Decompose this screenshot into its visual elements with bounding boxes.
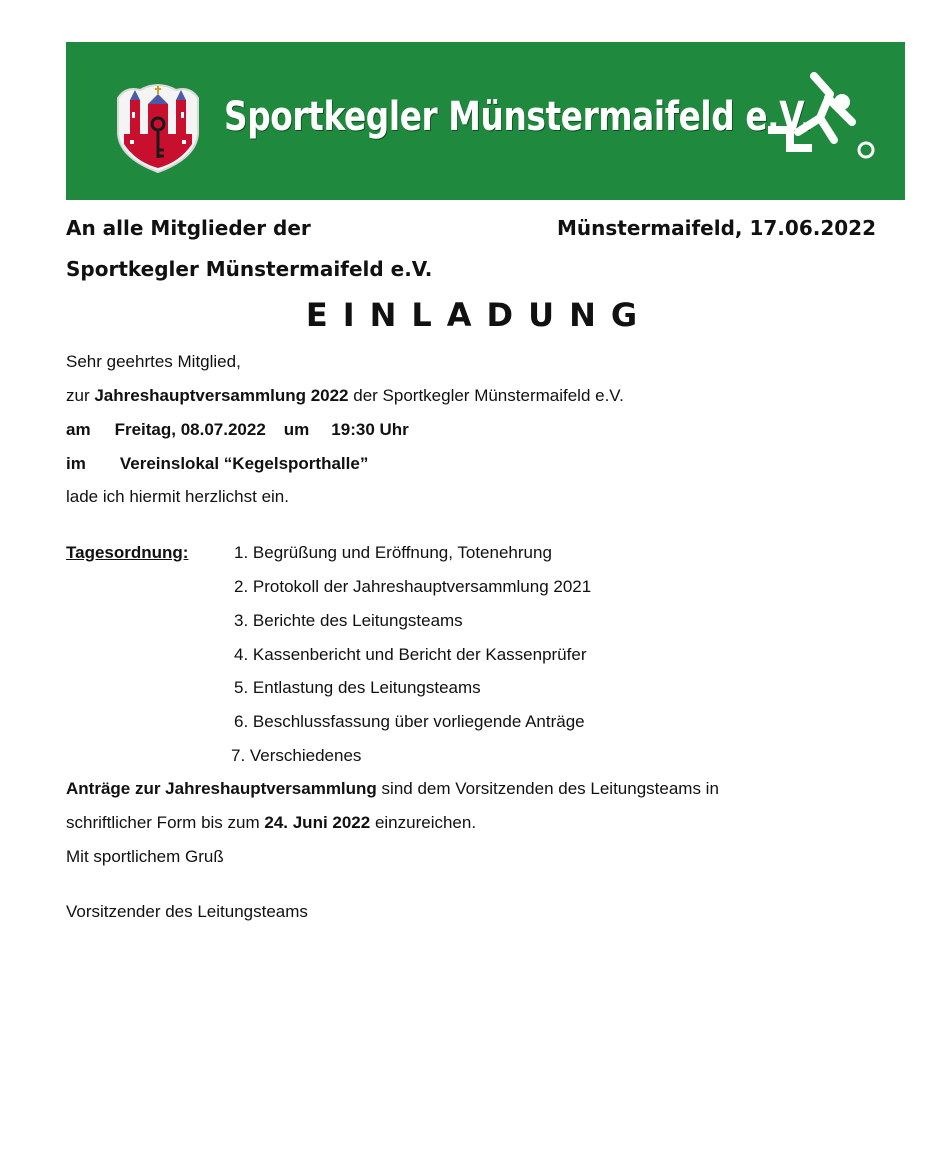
agenda-item: 3. Berichte des Leitungsteams bbox=[234, 611, 463, 630]
intro-line bbox=[66, 386, 624, 406]
motions-line-2 bbox=[66, 813, 476, 833]
coat-of-arms-icon bbox=[110, 78, 206, 174]
date-time-line bbox=[66, 420, 409, 440]
recipient-line-2: Sportkegler Münstermaifeld e.V. bbox=[66, 257, 433, 281]
club-name: Sportkegler Münstermaifeld e.V. bbox=[224, 94, 813, 140]
signature: Vorsitzender des Leitungsteams bbox=[66, 902, 308, 921]
meeting-date: Freitag, 08.07.2022 bbox=[114, 420, 266, 439]
agenda-item: 5. Entlastung des Leitungsteams bbox=[234, 678, 481, 697]
bowler-icon bbox=[768, 70, 880, 166]
venue-line bbox=[66, 454, 368, 474]
motions-deadline: 24. Juni 2022 bbox=[264, 813, 371, 832]
motions-prefix: schriftlicher Form bis zum bbox=[66, 813, 265, 832]
page-title: EINLADUNG bbox=[305, 296, 653, 334]
invite-line: lade ich hiermit herzlichst ein. bbox=[66, 487, 289, 506]
motions-bold: Anträge zur Jahreshauptversammlung bbox=[66, 779, 377, 798]
venue-name: Vereinslokal “Kegelsporthalle” bbox=[119, 454, 369, 473]
agenda-item: 2. Protokoll der Jahreshauptversammlung 2021 bbox=[234, 577, 592, 596]
motions-rest: sind dem Vorsitzenden des Leitungsteams in bbox=[376, 779, 719, 798]
motions-line-1 bbox=[66, 779, 719, 799]
agenda-item: 1. Begrüßung und Eröffnung, Totenehrung bbox=[234, 543, 552, 562]
club-banner bbox=[66, 42, 905, 200]
meeting-time: 19:30 Uhr bbox=[331, 420, 409, 439]
salutation: Sehr geehrtes Mitglied, bbox=[66, 352, 241, 371]
label-um: um bbox=[283, 420, 310, 439]
agenda-item: 7. Verschiedenes bbox=[231, 746, 362, 765]
intro-prefix: zur bbox=[66, 386, 95, 405]
agenda-label: Tagesordnung: bbox=[66, 543, 189, 562]
event-name: Jahreshauptversammlung 2022 bbox=[94, 386, 349, 405]
recipient-line-1: An alle Mitglieder der bbox=[66, 216, 311, 240]
closing: Mit sportlichem Gruß bbox=[66, 847, 224, 866]
agenda-item: 6. Beschlussfassung über vorliegende Anträge bbox=[234, 712, 585, 731]
intro-suffix: der Sportkegler Münstermaifeld e.V. bbox=[348, 386, 624, 405]
label-am: am bbox=[66, 420, 91, 439]
agenda-item: 4. Kassenbericht und Bericht der Kassenprüfer bbox=[234, 645, 587, 664]
motions-suffix: einzureichen. bbox=[370, 813, 477, 832]
place-date: Münstermaifeld, 17.06.2022 bbox=[557, 216, 876, 240]
label-im: im bbox=[66, 454, 86, 473]
